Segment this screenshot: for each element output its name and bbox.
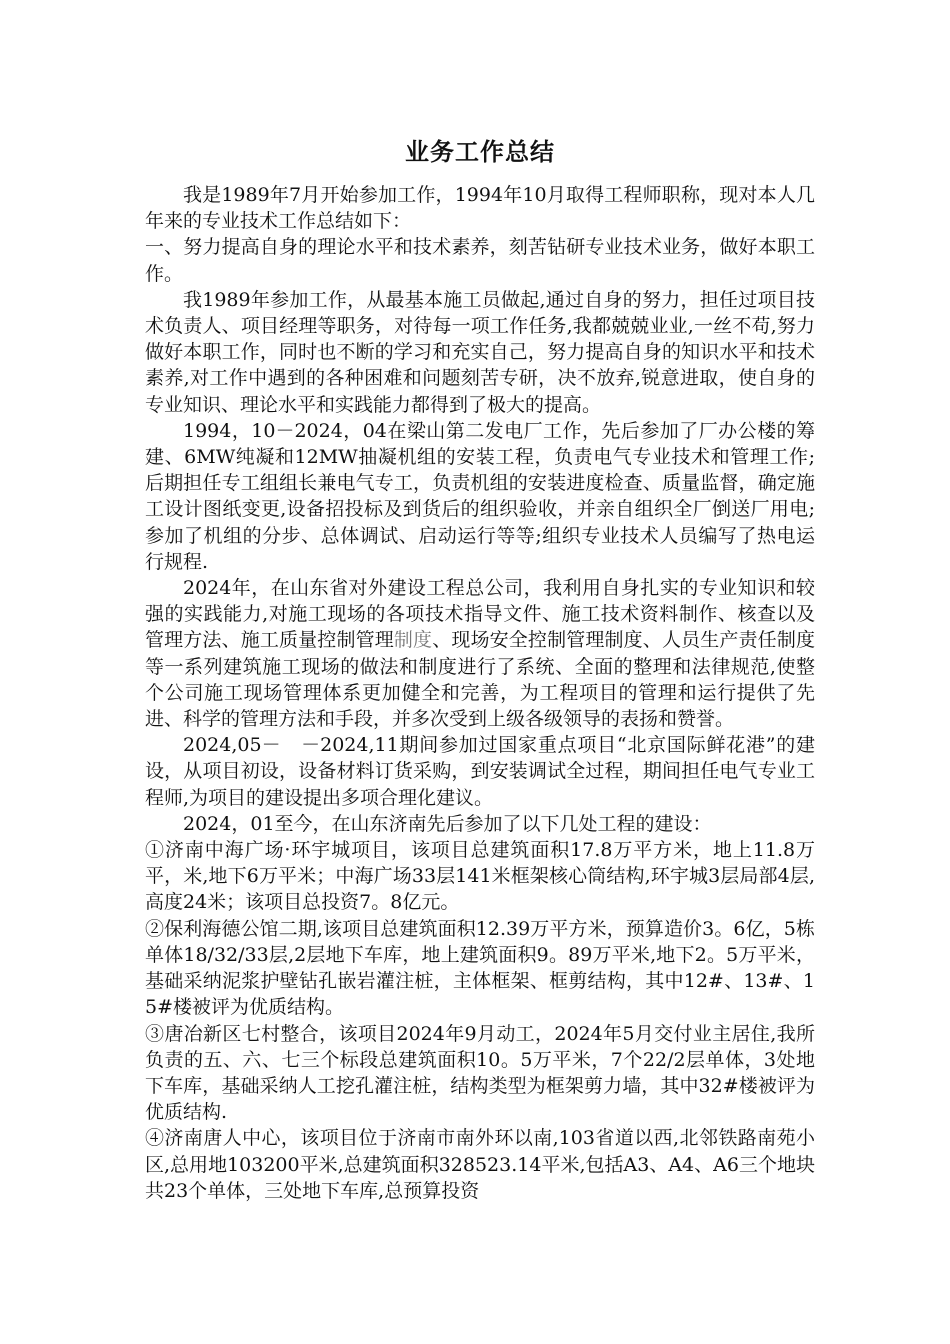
document-page bbox=[145, 134, 815, 1204]
project-item-2: ②保利海德公馆二期,该项目总建筑面积12.39万平方米，预算造价3。6亿，5栋单体18/32/33层,2层地下车库，地上建筑面积9。89万平米,地下2。5万平米，基础采纳泥浆护壁钻孔嵌岩灌注桩，主体框架、框剪结构，其中12#、13#、15#楼被评为优质结构。 bbox=[145, 917, 815, 1019]
intro-paragraph: 我是1989年7月开始参加工作，1994年10月取得工程师职称，现对本人几年来的专业技术工作总结如下： bbox=[145, 184, 815, 233]
project-item-1: ①济南中海广场·环宇城项目，该项目总建筑面积17.8万平方米，地上11.8万平，米,地下6万平米；中海广场33层141米框架核心筒结构,环宇城3层局部4层,高度24米；该项目总投资7。8亿元。 bbox=[145, 839, 815, 914]
body-paragraph-power-plant: 1994，10－2024，04在梁山第二发电厂工作，先后参加了厂办公楼的筹建、6MW纯凝和12MW抽凝机组的安装工程，负责电气专业技术和管理工作;后期担任专工组组长兼电气专工，负责机组的安装进度检查、质量监督，确定施工设计图纸变更,设备招投标及到货后的组织验收，并亲自组织全厂倒送厂用电;参加了机组的分步、总体调试、启动运行等等;组织专业技术人员编写了热电运行规程. bbox=[145, 419, 815, 573]
company-text-part-1: 2024年，在山东省对外建设工程总公司，我利用自身扎实的专业知识和较强的实践能力,对施工现场的各项技术指导文件、施工技术资料制作、核查以及管理方法、施工质量控制管理 bbox=[145, 577, 815, 652]
body-paragraph-career: 我1989年参加工作，从最基本施工员做起,通过自身的努力，担任过项目技术负责人、项目经理等职务，对待每一项工作任务,我都兢兢业业,一丝不苟,努力做好本职工作，同时也不断的学习和充实自己，努力提高自身的知识水平和技术素养,对工作中遇到的各种困难和问题刻苦专研，决不放弃,锐意进取，使自身的专业知识、理论水平和实践能力都得到了极大的提高。 bbox=[145, 288, 815, 416]
section-heading-1: 一、努力提高自身的理论水平和技术素养，刻苦钻研专业技术业务，做好本职工作。 bbox=[145, 236, 815, 285]
body-paragraph-flower-port: 2024,05－ －2024,11期间参加过国家重点项目“北京国际鲜花港”的建设，从项目初设，设备材料订货采购，到安装调试全过程，期间担任电气专业工程师,为项目的建设提出多项合理化建议。 bbox=[145, 734, 815, 809]
document-title: 业务工作总结 bbox=[405, 138, 555, 166]
body-paragraph-company bbox=[145, 575, 815, 732]
company-text-highlight: 制度 bbox=[393, 629, 433, 652]
project-item-4: ④济南唐人中心，该项目位于济南市南外环以南,103省道以西,北邻铁路南苑小区,总用地103200平米,总建筑面积328523.14平米,包括A3、A4、A6三个地块共23个单体，三处地下车库,总预算投资 bbox=[145, 1127, 815, 1202]
body-paragraph-jinan: 2024，01至今，在山东济南先后参加了以下几处工程的建设： bbox=[183, 812, 712, 835]
project-item-3: ③唐冶新区七村整合，该项目2024年9月动工，2024年5月交付业主居住,我所负责的五、六、七三个标段总建筑面积10。5万平米，7个22/2层单体，3处地下车库，基础采纳人工挖孔灌注桩，结构类型为框架剪力墙，其中32#楼被评为优质结构. bbox=[145, 1022, 815, 1124]
company-text-part-2: 、现场安全控制管理制度、人员生产责任制度等一系列建筑施工现场的做法和制度进行了系统、全面的整理和法律规范,使整个公司施工现场管理体系更加健全和完善，为工程项目的管理和运行提供了先进、科学的管理方法和手段，并多次受到上级各级领导的表扬和赞誉。 bbox=[145, 629, 815, 731]
